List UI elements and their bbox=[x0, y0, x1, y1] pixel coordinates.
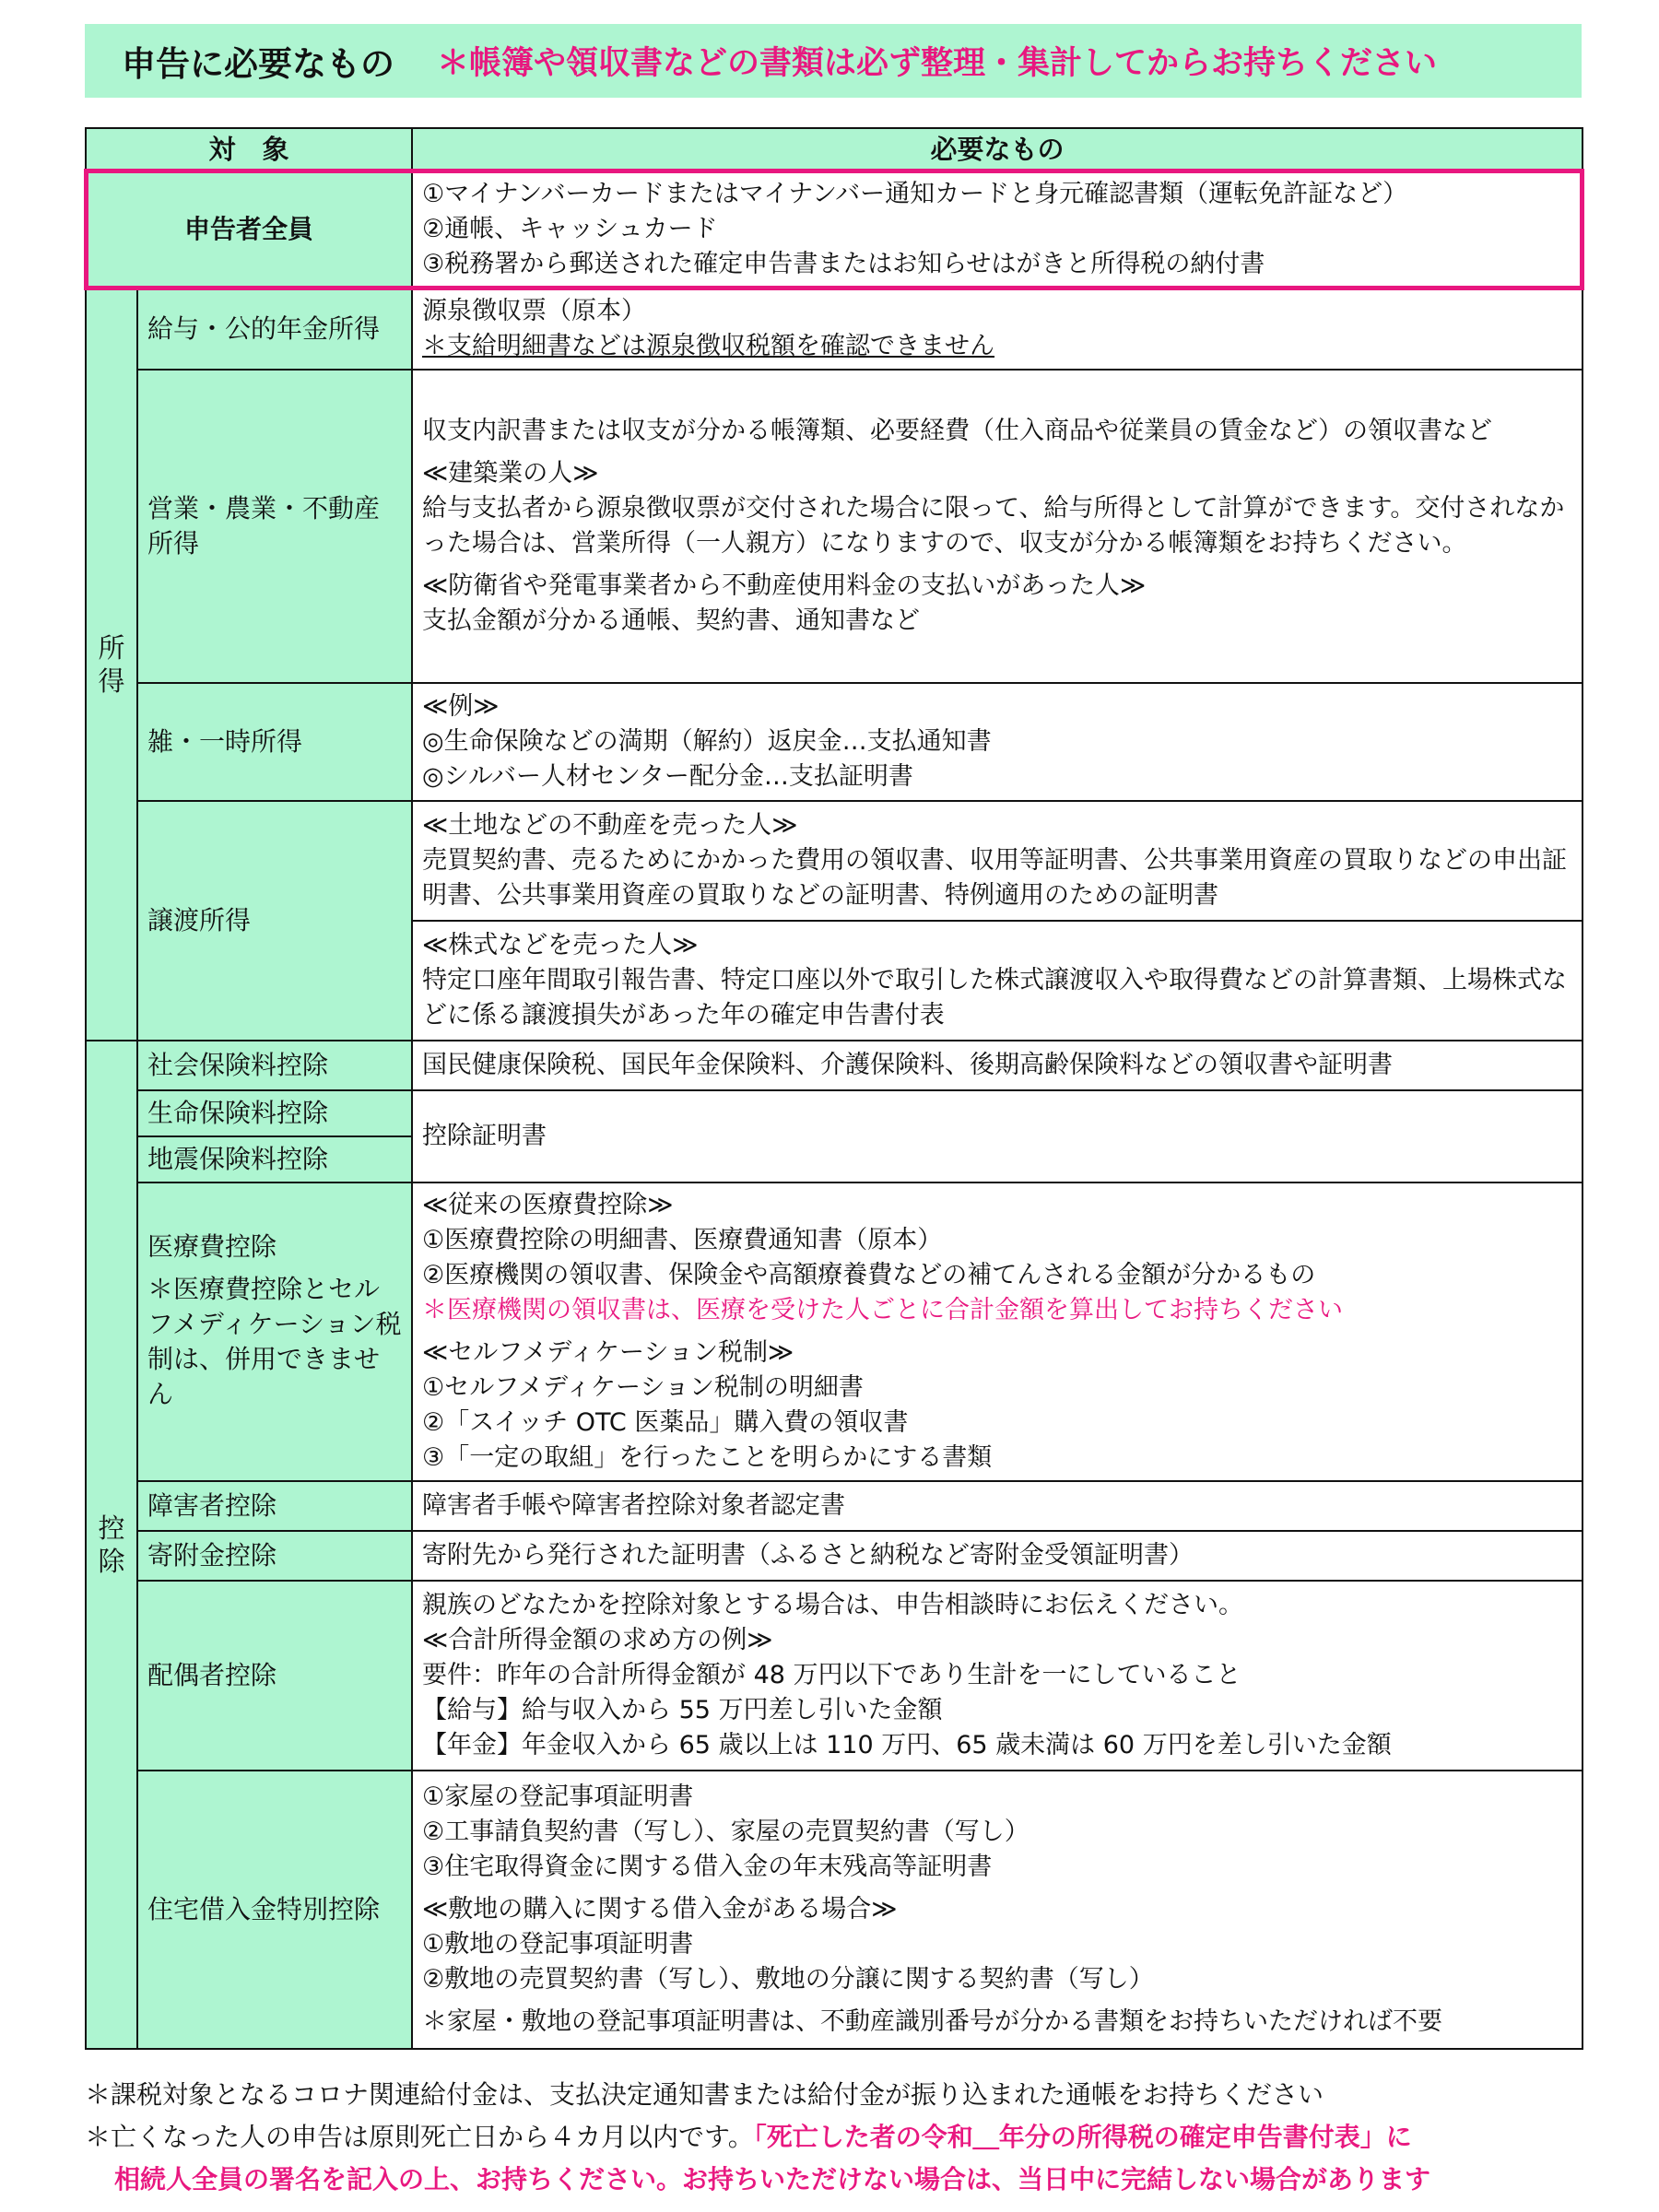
list-item: ≪セルフメディケーション税制≫ bbox=[422, 1338, 794, 1367]
list-item: ①家屋の登記事項証明書 bbox=[422, 1783, 694, 1811]
table-row bbox=[86, 1771, 1583, 2049]
list-item: 【給与】給与収入から 55 万円差し引いた金額 bbox=[422, 1696, 943, 1724]
list-item: ≪敷地の購入に関する借入金がある場合≫ bbox=[422, 1895, 898, 1924]
list-item: ②医療機関の領収書、保険金や高額療養費などの補てんされる金額が分かるもの bbox=[422, 1261, 1316, 1289]
row-category: 給与・公的年金所得 bbox=[137, 288, 412, 370]
table-row bbox=[86, 1531, 1583, 1581]
list-item: ◎シルバー人材センター配分金…支払証明書 bbox=[422, 762, 913, 791]
medical-category-note: ＊医療費控除とセルフメディケーション税制は、併用できません bbox=[147, 1274, 402, 1409]
list-item: ①医療費控除の明細書、医療費通知書（原本） bbox=[422, 1226, 943, 1254]
group-deduction-label bbox=[86, 1041, 137, 2049]
row-category bbox=[137, 1182, 412, 1481]
row-requirements bbox=[412, 1182, 1583, 1481]
row-requirements bbox=[412, 370, 1583, 683]
list-item: ③「一定の取組」を行ったことを明らかにする書類 bbox=[422, 1443, 993, 1472]
list-item: ≪株式などを売った人≫ bbox=[422, 931, 699, 959]
row-requirements bbox=[412, 1581, 1583, 1771]
row-requirements: 寄附先から発行された証明書（ふるさと納税など寄附金受領証明書） bbox=[412, 1531, 1583, 1581]
row-category: 社会保険料控除 bbox=[137, 1041, 412, 1090]
list-item: ◎生命保険などの満期（解約）返戻金…支払通知書 bbox=[422, 727, 992, 756]
list-item: 特定口座年間取引報告書、特定口座以外で取引した株式譲渡収入や取得費などの計算書類、上場株式などに係る譲渡損失があった年の確定申告書付表 bbox=[422, 966, 1568, 1030]
list-item: ＊医療機関の領収書は、医療を受けた人ごとに合計金額を算出してお持ちください bbox=[422, 1296, 1344, 1324]
list-item: ＊家屋・敷地の登記事項証明書は、不動産識別番号が分かる書類をお持ちいただければ不要 bbox=[422, 2007, 1443, 2036]
row-category: 生命保険料控除 bbox=[137, 1090, 412, 1136]
row-requirements bbox=[412, 1771, 1583, 2049]
header-banner bbox=[85, 24, 1582, 98]
row-category: 譲渡所得 bbox=[137, 801, 412, 1041]
list-item: 親族のどなたかを控除対象とする場合は、申告相談時にお伝えください。 bbox=[422, 1591, 1244, 1619]
row-requirements bbox=[412, 683, 1583, 801]
row-requirements bbox=[412, 921, 1583, 1041]
table-row bbox=[86, 171, 1583, 288]
table-row bbox=[86, 1041, 1583, 1090]
table-row bbox=[86, 801, 1583, 921]
list-item: ③税務署から郵送された確定申告書またはお知らせはがきと所得税の納付書 bbox=[422, 250, 1265, 278]
row-requirements bbox=[412, 171, 1583, 288]
group-income-text: 所得 bbox=[98, 632, 125, 697]
list-item: 売買契約書、売るためにかかった費用の領収書、収用等証明書、公共事業用資産の買取りなどの申出証明書、公共事業用資産の買取りなどの証明書、特例適用のための証明書 bbox=[422, 846, 1568, 910]
row-requirements: 障害者手帳や障害者控除対象者認定書 bbox=[412, 1481, 1583, 1531]
list-item: ≪従来の医療費控除≫ bbox=[422, 1191, 674, 1219]
footer-note-2a: ＊亡くなった人の申告は原則死亡日から４カ月以内です。 bbox=[85, 2122, 754, 2152]
table-row bbox=[86, 683, 1583, 801]
row-category: 営業・農業・不動産所得 bbox=[137, 370, 412, 683]
row-requirements bbox=[412, 801, 1583, 921]
table-header-row bbox=[86, 128, 1583, 171]
row-requirements: 控除証明書 bbox=[412, 1090, 1583, 1182]
list-item: ②敷地の売買契約書（写し）、敷地の分譲に関する契約書（写し） bbox=[422, 1965, 1154, 1994]
group-deduction-text: 控除 bbox=[98, 1512, 125, 1577]
list-item: 源泉徴収票（原本） bbox=[422, 297, 647, 325]
list-item: ≪土地などの不動産を売った人≫ bbox=[422, 811, 798, 840]
footer-notes bbox=[85, 2074, 1596, 2201]
list-item: 要件：昨年の合計所得金額が 48 万円以下であり生計を一にしていること bbox=[422, 1661, 1241, 1689]
row-requirements: 国民健康保険税、国民年金保険料、介護保険料、後期高齢保険料などの領収書や証明書 bbox=[412, 1041, 1583, 1090]
header-target: 対 象 bbox=[86, 128, 412, 171]
table-row bbox=[86, 1090, 1583, 1136]
list-item: ②通帳、キャッシュカード bbox=[422, 215, 718, 243]
row-category: 寄附金控除 bbox=[137, 1531, 412, 1581]
list-item: 給与支払者から源泉徴収票が交付された場合に限って、給与所得として計算ができます。交付されなかった場合は、営業所得（一人親方）になりますので、収支が分かる帳簿類をお持ちください。 bbox=[422, 494, 1565, 558]
row-category: 雑・一時所得 bbox=[137, 683, 412, 801]
row-category: 住宅借入金特別控除 bbox=[137, 1771, 412, 2049]
list-item: ②「スイッチ OTC 医薬品」購入費の領収書 bbox=[422, 1408, 909, 1437]
footer-note-3: 相続人全員の署名を記入の上、お持ちください。お持ちいただけない場合は、当日中に完結しない場合があります bbox=[114, 2164, 1431, 2194]
list-item: ＊支給明細書などは源泉徴収税額を確認できません bbox=[422, 332, 995, 360]
list-item: 【年金】年金収入から 65 歳以上は 110 万円、65 歳未満は 60 万円を差し引いた金額 bbox=[422, 1731, 1392, 1759]
row-requirements bbox=[412, 288, 1583, 370]
header-required: 必要なもの bbox=[412, 128, 1583, 171]
table-row bbox=[86, 288, 1583, 370]
page-subtitle: ＊帳簿や領収書などの書類は必ず整理・集計してからお持ちください bbox=[437, 45, 1438, 82]
list-item: ③住宅取得資金に関する借入金の年末残高等証明書 bbox=[422, 1853, 993, 1881]
table-row bbox=[86, 370, 1583, 683]
footer-note-2b: 「死亡した者の令和＿年分の所得税の確定申告書付表」に bbox=[753, 2122, 1412, 2152]
list-item: ≪例≫ bbox=[422, 692, 500, 721]
list-item: ①敷地の登記事項証明書 bbox=[422, 1930, 694, 1959]
table-row bbox=[86, 1182, 1583, 1481]
row-category: 地震保険料控除 bbox=[137, 1136, 412, 1182]
list-item: 収支内訳書または収支が分かる帳簿類、必要経費（仕入商品や従業員の賃金など）の領収書など bbox=[422, 417, 1493, 445]
page-title: 申告に必要なもの bbox=[122, 44, 394, 84]
list-item: 支払金額が分かる通帳、契約書、通知書など bbox=[422, 606, 921, 635]
medical-category-label: 医療費控除 bbox=[147, 1231, 277, 1262]
group-income-label bbox=[86, 288, 137, 1041]
list-item: ①セルフメディケーション税制の明細書 bbox=[422, 1373, 864, 1402]
footer-note-2 bbox=[85, 2116, 1596, 2159]
requirements-table bbox=[85, 127, 1583, 2050]
row-category: 申告者全員 bbox=[86, 171, 412, 288]
footer-note-1: ＊課税対象となるコロナ関連給付金は、支払決定通知書または給付金が振り込まれた通帳をお持ちください bbox=[85, 2079, 1324, 2110]
list-item: ≪防衛省や発電事業者から不動産使用料金の支払いがあった人≫ bbox=[422, 571, 1147, 600]
row-category: 障害者控除 bbox=[137, 1481, 412, 1531]
row-category: 配偶者控除 bbox=[137, 1581, 412, 1771]
list-item: ≪建築業の人≫ bbox=[422, 459, 599, 488]
table-row bbox=[86, 1581, 1583, 1771]
list-item: ≪合計所得金額の求め方の例≫ bbox=[422, 1626, 773, 1654]
table-row bbox=[86, 1481, 1583, 1531]
list-item: ①マイナンバーカードまたはマイナンバー通知カードと身元確認書類（運転免許証など） bbox=[422, 180, 1408, 208]
list-item: ②工事請負契約書（写し）、家屋の売買契約書（写し） bbox=[422, 1818, 1030, 1846]
